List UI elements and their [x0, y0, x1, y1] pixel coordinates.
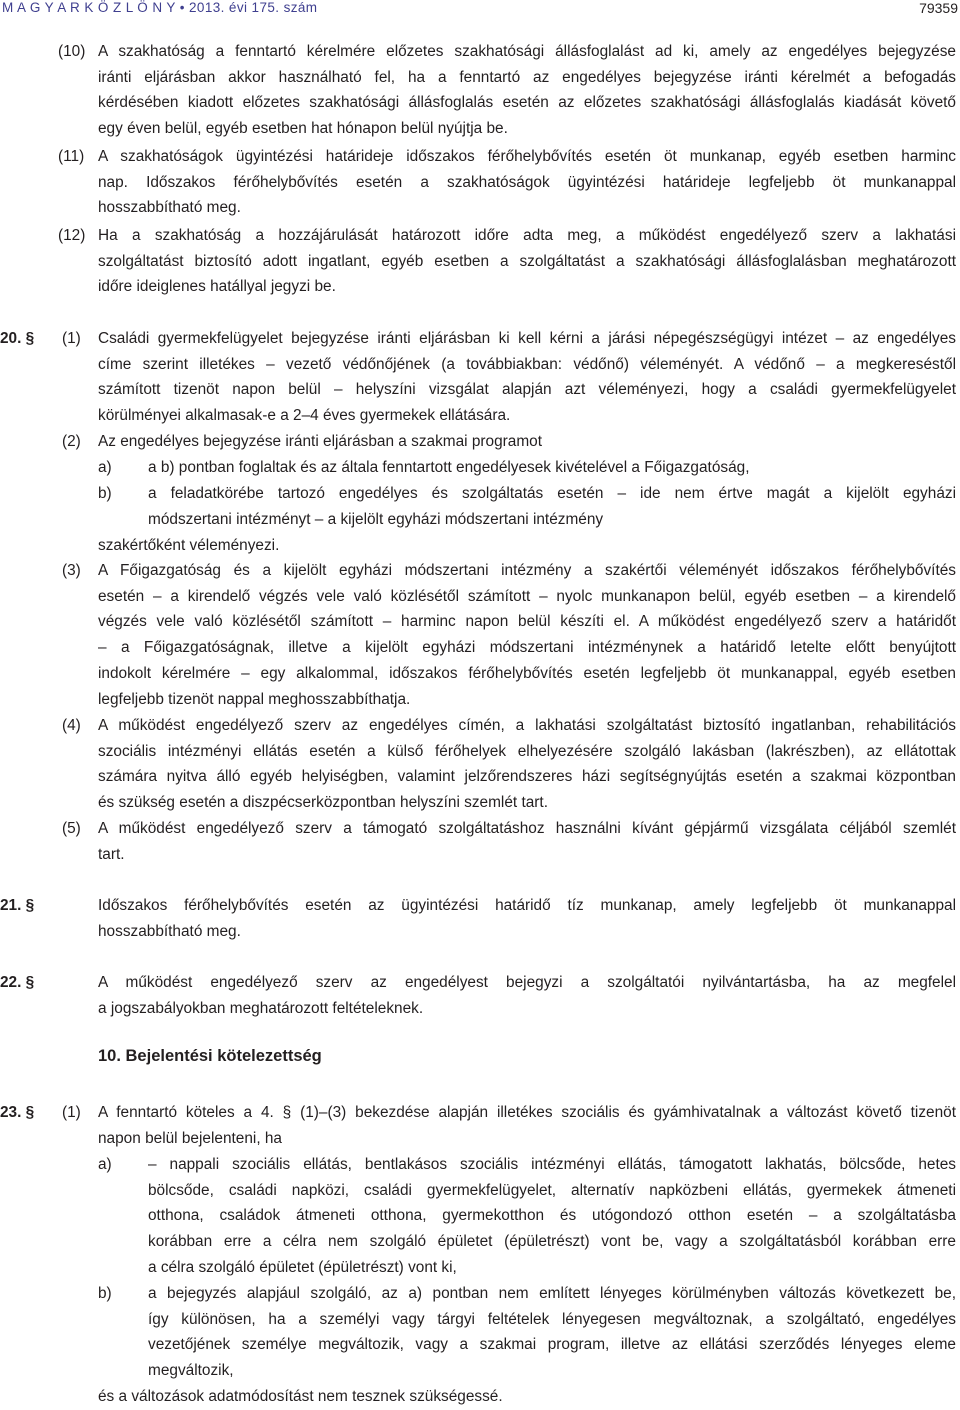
line: időre ideiglenes hatállyal jegyzi be.: [98, 278, 336, 296]
line: megváltozik,: [148, 1362, 234, 1380]
line: szolgáltatást biztosító adott ingatlant, egyéb esetben a szolgáltatást a szakhatósági állásfoglalásban meghatározott: [98, 252, 956, 270]
line: A szakhatóságok ügyintézési határideje időszakos férőhelybővítés esetén öt munkanap, egyéb esetben harminc: [98, 148, 956, 165]
line: a bejegyzés alapjául szolgáló, az a) pontban nem említett lényeges körülményben változás következett be,: [148, 1285, 956, 1302]
line: címe szerint illetékes – vezető védőnőjének (a továbbiakban: védőnő) véleményét. A védőnő – a megkereséstől: [98, 355, 956, 373]
line: A működést engedélyező szerv az engedélyes címén, a lakhatási szolgáltatást biztosító ingatlanban, rehabilitációs: [98, 717, 956, 734]
paragraph-number: (4): [62, 717, 81, 734]
paragraph-number: (10): [58, 43, 86, 60]
page-number: 79359: [919, 0, 958, 16]
line: számára nyitva álló egyéb helyiségben, valamint jelzőrendszeres házi segítségnyújtás esetén a szakmai központban: [98, 768, 956, 786]
line: és a változások adatmódosítást nem tesznek szükségessé.: [98, 1388, 503, 1405]
line: nap. Időszakos férőhelybővítés esetén a szakhatóságok ügyintézési határideje legfeljebb öt munkanappal: [98, 173, 956, 191]
line: indokolt kérelmére – egy alkalommal, időszakos férőhelybővítés esetén legfeljebb öt munkanappal, egyéb esetben: [98, 664, 956, 682]
line: A szakhatóság a fenntartó kérelmére előzetes szakhatósági állásfoglalást ad ki, amely az engedélyes bejegyzése: [98, 43, 956, 60]
item-letter: a): [98, 1156, 112, 1173]
line: a b) pontban foglaltak és az általa fenntartott engedélyesek kivételével a Főigazgatóság,: [148, 459, 750, 476]
paragraph-number: (12): [58, 227, 86, 244]
line: A fenntartó köteles a 4. § (1)–(3) bekezdése alapján illetékes szociális és gyámhivatalnak a változást követő tizenöt: [98, 1104, 956, 1121]
line: otthona, családok átmeneti otthona, gyermekotthon és utógondozó otthon esetén – a szolgáltatásba: [148, 1207, 956, 1225]
line: A működést engedélyező szerv a támogató szolgáltatáshoz használni kívánt gépjármű vizsgálata céljából szemlét: [98, 820, 956, 837]
line: szociális intézményi ellátás esetén a külső férőhelyek elhelyezésére szolgáló lakásban (lakrészben), az ellátottak: [98, 742, 956, 760]
line: számított tizenöt napon belül – helyszíni vizsgálat alapján azt véleményezi, hogy a családi gyermekfelügyelet: [98, 381, 956, 399]
line: módszertani intézményt – a kijelölt egyházi módszertani intézmény: [148, 510, 604, 528]
paragraph-number: (3): [62, 562, 81, 579]
section-number: 21. §: [0, 897, 35, 914]
line: Ha a szakhatóság a hozzájárulását határozott időre adta meg, a működést engedélyező szerv a lakhatási: [98, 227, 956, 244]
line: a célra szolgáló épületet (épületrészt) vont ki,: [148, 1258, 457, 1276]
item-letter: b): [98, 485, 112, 502]
journal-title: M A G Y A R K Ö Z L Ö N Y • 2013. évi 175. szám: [2, 0, 318, 15]
line: egy éven belül, egyéb esetben hat hónapon belül nyújtja be.: [98, 120, 508, 138]
line: – a Főigazgatóságnak, illetve a kijelölt egyházi módszertani intézménynek a határidő letelte előtt benyújtott: [98, 639, 956, 657]
line: bölcsőde, családi napközi, családi gyermekfelügyelet, alternatív napközbeni ellátás, gyermekek átmeneti: [148, 1181, 956, 1199]
paragraph-number: (11): [58, 148, 85, 165]
paragraph-number: (5): [62, 820, 81, 837]
line: Családi gyermekfelügyelet bejegyzése iránti eljárásban ki kell kérni a járási népegészségügyi intézet – az engedélyes: [98, 330, 956, 347]
paragraph-number: (1): [62, 1104, 81, 1121]
paragraph-number: (2): [62, 433, 81, 450]
section-number: 20. §: [0, 330, 35, 347]
line: a jogszabályokban meghatározott feltételeknek.: [98, 999, 424, 1017]
line: így különösen, ha a személyi vagy tárgyi feltételek lényegesen megváltoznak, a szolgáltató, engedélyes: [148, 1310, 956, 1328]
line: esetén – a kirendelő végzés vele való közlésétől számított – nyolc munkanapon belül, egyéb esetben – a kirendelő: [98, 587, 956, 605]
item-letter: b): [98, 1285, 112, 1302]
line: napon belül bejelenteni, ha: [98, 1129, 282, 1147]
item-letter: a): [98, 459, 112, 476]
line: Az engedélyes bejegyzése iránti eljárásban a szakmai programot: [98, 433, 543, 450]
line: hosszabbítható meg.: [98, 922, 241, 940]
line: legfeljebb tizenöt nappal meghosszabbíthatja.: [98, 690, 411, 708]
line: és szükség esetén a diszpécserközpontban helyszíni szemlét tart.: [98, 794, 548, 812]
subsection-heading: 10. Bejelentési kötelezettség: [98, 1047, 322, 1065]
line: végzés vele való közlésétől számított – harminc napon belül készíti el. A működést engedélyező szerv a határidőt: [98, 613, 956, 631]
line: Időszakos férőhelybővítés esetén az ügyintézési határidő tíz munkanap, amely legfeljebb öt munkanappal: [98, 897, 956, 914]
line: – nappali szociális ellátás, bentlakásos szociális intézményi ellátás, támogatott lakhatás, bölcsőde, hetes: [148, 1156, 956, 1173]
line: A működést engedélyező szerv az engedélyest bejegyzi a szolgáltatói nyilvántartásba, ha az megfelel: [98, 974, 956, 991]
line: hosszabbítható meg.: [98, 199, 241, 217]
paragraph-number: (1): [62, 330, 81, 347]
line: vezetőjének személye megváltozik, vagy a szakmai program, illetve az ellátási szerződés lényeges eleme: [148, 1336, 956, 1354]
line: korábban erre a célra nem szolgáló épületet (épületrészt) vont be, vagy a szolgáltatásból korábban erre: [148, 1233, 956, 1251]
page-header: [0, 0, 960, 22]
line: tart.: [98, 845, 125, 863]
line: körülményei alkalmasak-e a 2–4 éves gyermekek ellátására.: [98, 407, 511, 425]
section-number: 23. §: [0, 1104, 35, 1121]
line: szakértőként véleményezi.: [98, 537, 280, 554]
line: kérdésében kiadott előzetes szakhatósági állásfoglalás esetén az előzetes szakhatósági állásfoglalás kiadását követő: [98, 94, 956, 112]
line: a feladatkörébe tartozó engedélyes és szolgáltatás esetén – ide nem értve magát a kijelölt egyházi: [148, 485, 956, 502]
line: iránti eljárásban akkor használható fel, ha a fenntartó az engedélyes bejegyzése iránti kérelmét a befogadás: [98, 68, 956, 86]
section-number: 22. §: [0, 974, 35, 991]
line: A Főigazgatóság és a kijelölt egyházi módszertani intézmény a szakértői véleményét időszakos férőhelybővítés: [98, 562, 956, 579]
